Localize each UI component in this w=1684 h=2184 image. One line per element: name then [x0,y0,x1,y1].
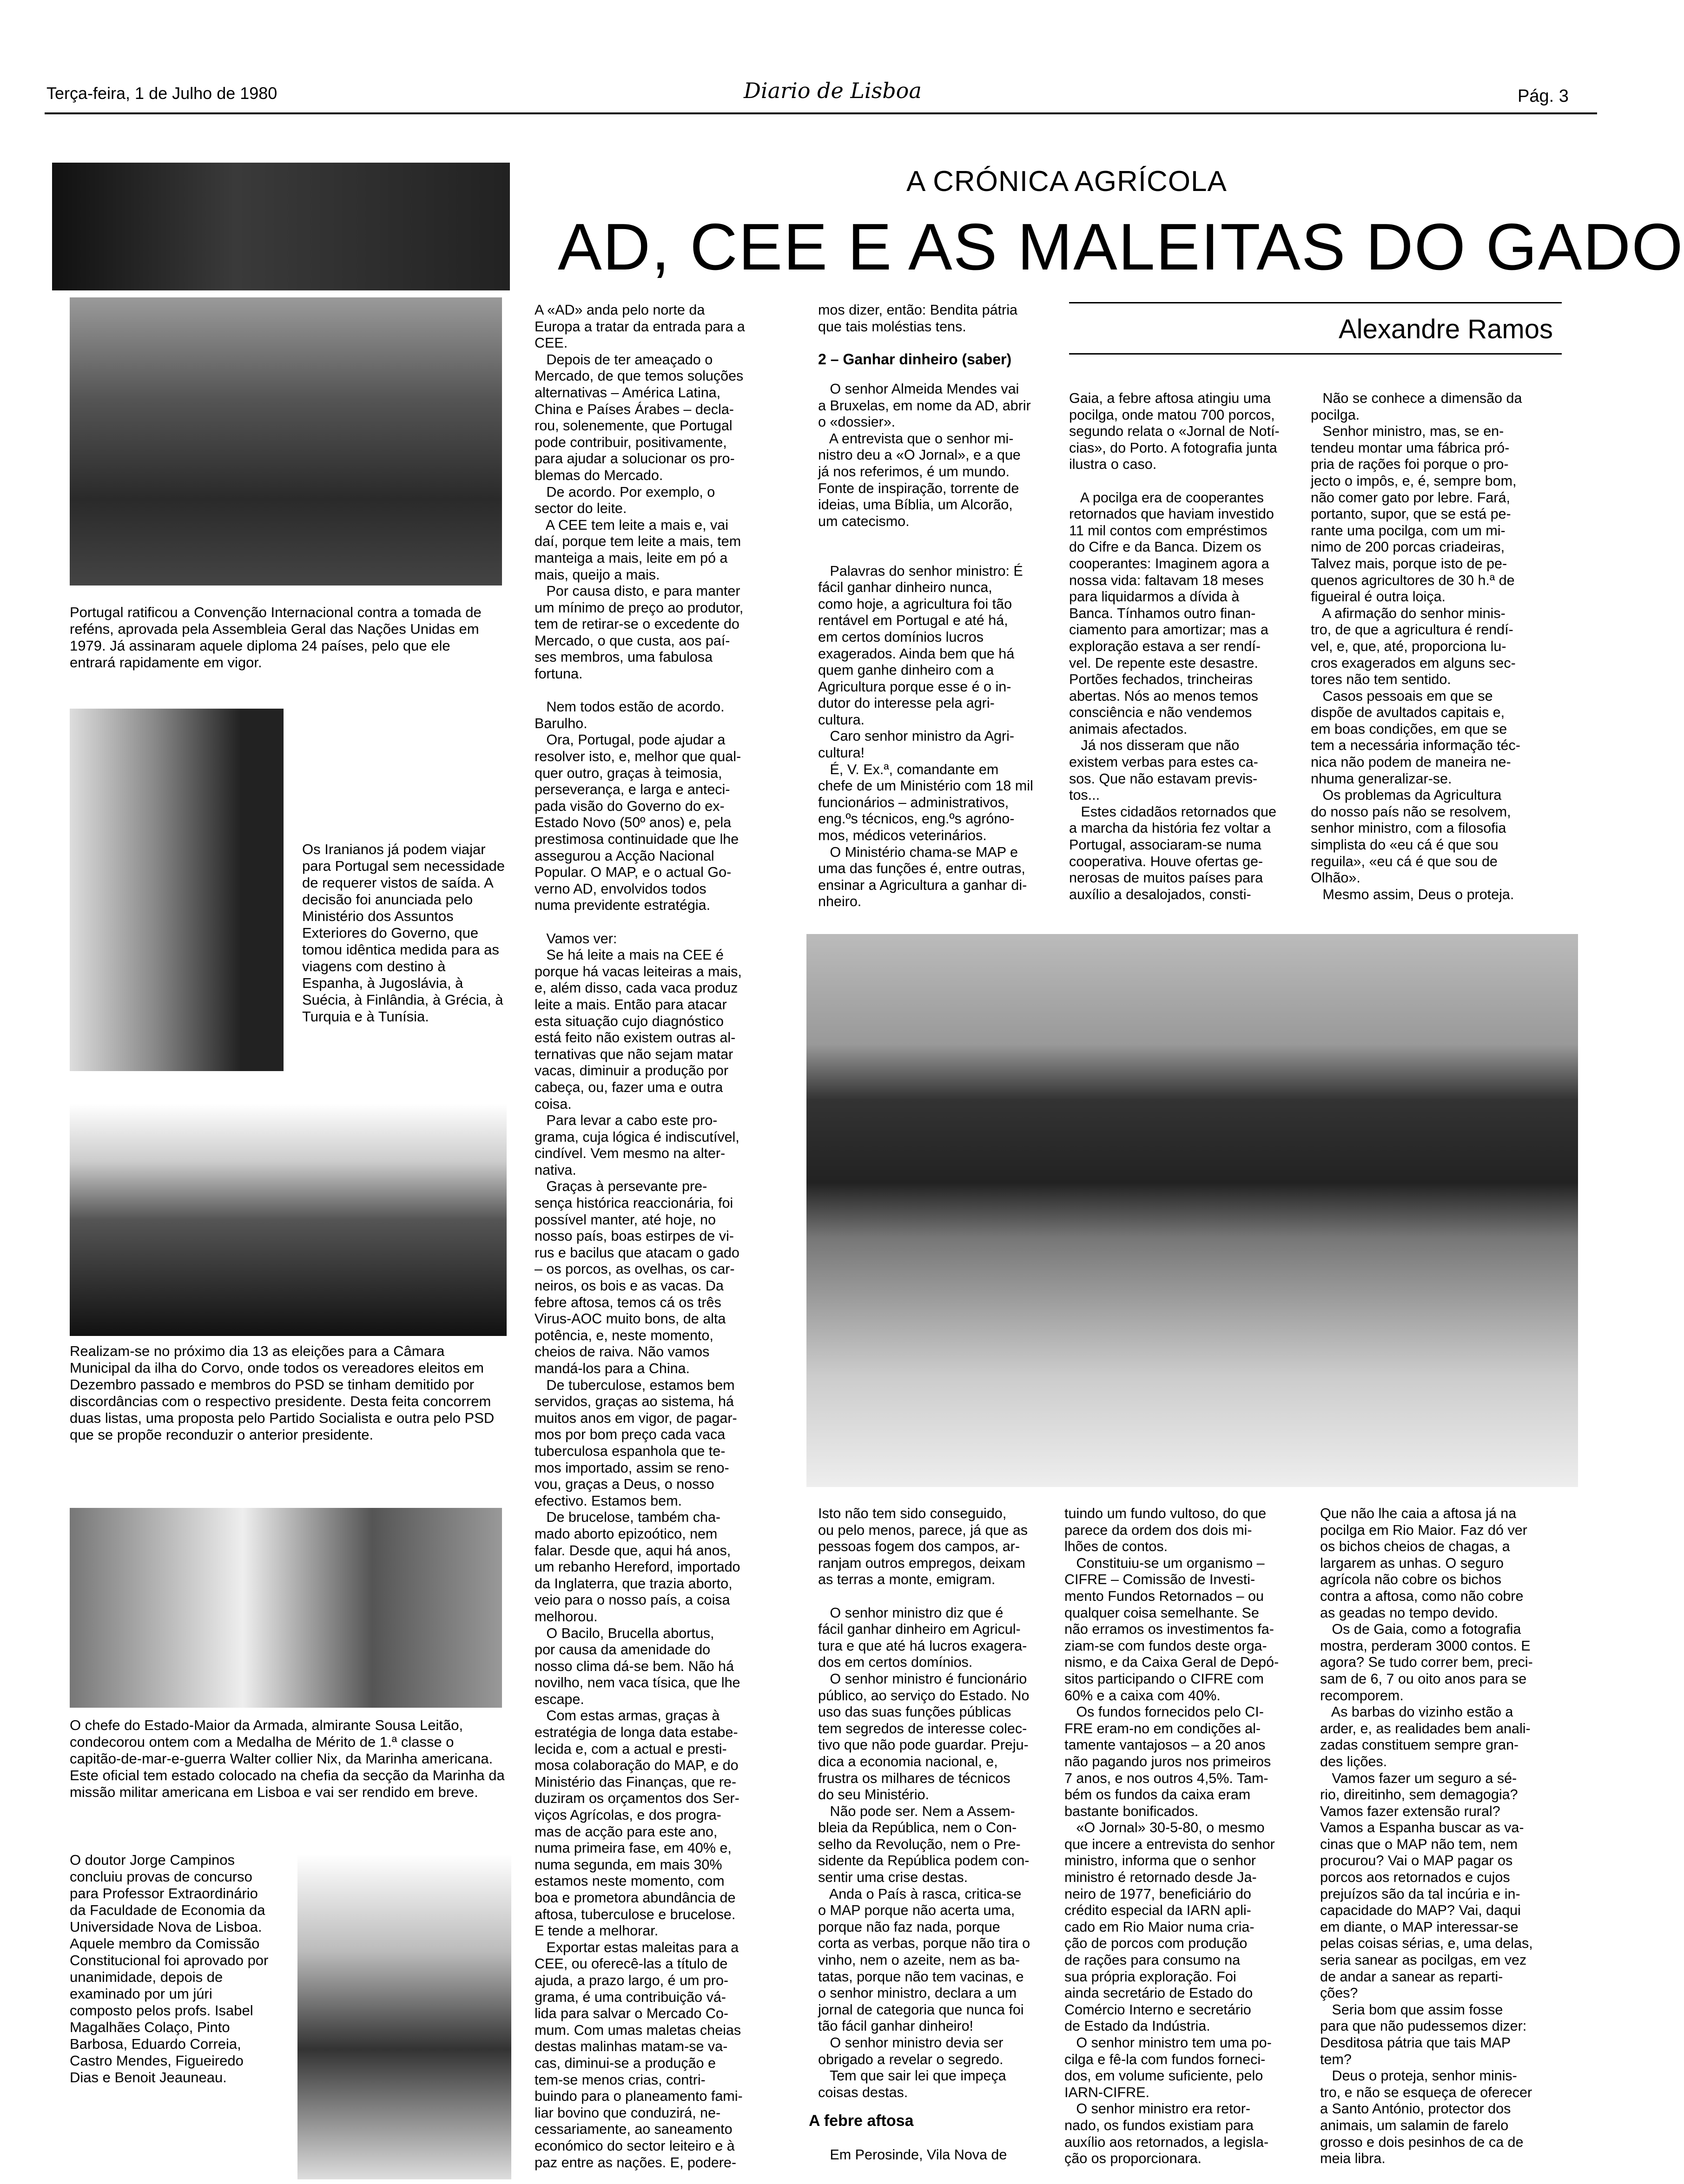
author-name: Alexandre Ramos [1339,314,1553,344]
section-title: A CRÓNICA AGRÍCOLA [906,165,1227,197]
headline: AD, CEE E AS MALEITAS DO GADO [558,210,1684,284]
article-col-4-lower: Que não lhe caia a aftosa já na pocilga em Rio Maior. Faz dó ver os bichos cheios de chagas, a largarem as unhas. O seguro agrícola não cobre os bichos contra a aftosa, como não cobre as geadas no tempo devido. Os de Gaia, como a fotografia mostra, perderam 3000 contos. E agora? Se tudo correr bem, preci- sam de 6, 7 ou oito anos para se recomporem. As barbas do vizinho estão a arder, e, as realidades bem anali- zadas constituem sempre gran- des lições. Vamos fazer um seguro a sé- rio, direitinho, sem demagogia? Vamos fazer extensão rural? Vamos a Espanha buscar as va- cinas que o MAP não tem, nem procurou? Vai o MAP pagar os porcos aos retornados e cujos prejuízos são da tal incúria e in- capacidade do MAP? Vai, daqui em diante, o MAP interessar-se pelas coisas sérias, e, uma delas, seria sanear as pocilgas, em vez de andar a sanear as reparti- ções? Seria bom que assim fosse para que não pudessemos dizer: Desditosa pátria que tais MAP tem? Deus o proteja, senhor minis- tro, e não se esqueça de oferecer a Santo António, protector dos animais, um salamin de farelo grosso e dois pesinhos de ca de meia libra. [1320,1506,1533,2167]
campinos-portrait [297,1854,511,2179]
banner-image [52,163,510,290]
page-number: Pág. 3 [1518,86,1569,106]
caption-hostages: Portugal ratificou a Convenção Internacional contra a tomada de reféns, aprovada pela Assembleia Geral das Nações Unidas em 1979. Já assinaram aquele diploma 24 países, pelo que ele entrará rapidamente em vigor. [70,604,482,671]
page-date: Terça-feira, 1 de Julho de 1980 [46,84,277,103]
un-assembly-photo [70,297,502,585]
author-rule [1069,302,1562,303]
article-col-1: A «AD» anda pelo norte da Europa a tratar da entrada para a CEE. Depois de ter ameaçado o Mercado, de que temos soluções alternativas – América Latina, China e Países Árabes – decla- rou, solenemente, que Portugal pode contribuir, positivamente, para ajudar a solucionar os pro- blemas do Mercado. De acordo. Por exemplo, o sector do leite. A CEE tem leite a mais e, vai daí, porque tem leite a mais, tem manteiga a mais, leite em pó a mais, queijo a mais. Por causa disto, e para manter um mínimo de preço ao produtor, tem de retirar-se o excedente do Mercado, o que custa, aos paí- ses membros, uma fabulosa fortuna. Nem todos estão de acordo. Barulho. Ora, Portugal, pode ajudar a resolver isto, e, melhor que qual- quer outro, graças à teimosia, perseverança, e larga e anteci- pada visão do Governo do ex- Estado Novo (50º anos) e, pela prestimosa continuidade que lhe assegurou a Acção Nacional Popular. O MAP, e o actual Go- verno AD, envolvidos todos numa previdente estratégia. Vamos ver: Se há leite a mais na CEE é porque há vacas leiteiras a mais, e, além disso, cada vaca produz leite a mais. Então para atacar esta situação cujo diagnóstico está feito não existem outras al- ternativas que não sejam matar vacas, diminuir a produção por cabeça, ou, fazer uma e outra coisa. Para levar a cabo este pro- grama, cuja lógica é indiscutível, cindível. Vem mesmo na alter- nativa. Graças à persevante pre- sença histórica reaccionária, foi possível manter, até hoje, no nosso país, boas estirpes de vi- rus e bacilus que atacam o gado – os porcos, as ovelhas, os car- neiros, os bois e as vacas. Da febre aftosa, temos cá os três Virus-AOC muito bons, de alta potência, e, neste momento, cheios de raiva. Não vamos mandá-los para a China. De tuberculose, estamos bem servidos, graças ao sistema, há muitos anos em vigor, de pagar- mos por bom preço cada vaca tuberculosa espanhola que te- mos importado, assim se reno- vou, graças a Deus, o nosso efectivo. Estamos bem. De brucelose, também cha- mado aborto epizoótico, nem falar. Desde que, aqui há anos, um rebanho Hereford, importado da Inglaterra, que trazia aborto, veio para o nosso país, a coisa melhorou. O Bacilo, Brucella abortus, por causa da amenidade do nosso clima dá-se bem. Não há novilho, nem vaca tísica, que lhe escape. Com estas armas, graças à estratégia de longa data estabe- lecida e, com a actual e presti- mosa colaboração do MAP, e do Ministério das Finanças, que re- duziram os orçamentos dos Ser- viços Agrícolas, e dos progra- mas de acção para este ano, numa primeira fase, em 40% e, numa segunda, em mais 30% estamos neste momento, com boa e prometora abundância de aftosa, tuberculose e brucelose. E tende a melhorar. Exportar estas maleitas para a CEE, ou oferecê-las a título de ajuda, a prazo largo, é um pro- grama, é uma contribuição vá- lida para salvar o Mercado Co- mum. Com umas maletas cheias destas malinhas matam-se va- cas, diminui-se a produção e tem-se menos crias, contri- buindo para o planeamento fami- liar bovino que conduzirá, ne- cessariamente, ao saneamento económico do sector leiteiro e à paz entre as nações. E, podere- [535,302,745,2171]
article-col-2: O senhor Almeida Mendes vai a Bruxelas, em nome da AD, abrir o «dossier». A entrevista que o senhor mi- nistro deu a «O Jornal», e a que já nos referimos, é um mundo. Fonte de inspiração, torrente de ideias, uma Bíblia, um Alcorão, um catecismo. Palavras do senhor ministro: É fácil ganhar dinheiro nunca, como hoje, a agricultura foi tão rentável em Portugal e até há, em certos domínios lucros exagerados. Ainda bem que há quem ganhe dinheiro com a Agricultura porque esse é o in- dutor do interesse pela agri- cultura. Caro senhor ministro da Agri- cultura! É, V. Ex.ª, comandante em chefe de um Ministério com 18 mil funcionários – administrativos, eng.ºs técnicos, eng.ºs agróno- mos, médicos veterinários. O Ministério chama-se MAP e uma das funções é, entre outras, ensinar a Agricultura a ganhar di- nheiro. [818,381,1033,910]
header-rule [45,112,1597,114]
article-col-3-lower: tuindo um fundo vultoso, do que parece da ordem dos dois mi- lhões de contos. Constituiu-se um organismo – CIFRE – Comissão de Investi- mento Fundos Retornados – ou qualquer coisa semelhante. Se não erramos os investimentos fa- ziam-se com fundos deste orga- nismo, e da Caixa Geral de Depó- sitos participando o CIFRE com 60% e a caixa com 40%. Os fundos fornecidos pelo CI- FRE eram-no em condições al- tamente vantajosos – a 20 anos não pagando juros nos primeiros 7 anos, e nos outros 4,5%. Tam- bém os fundos da caixa eram bastante bonificados. «O Jornal» 30-5-80, o mesmo que incere a entrevista do senhor ministro, informa que o senhor ministro é retornado desde Ja- neiro de 1977, beneficiário do crédito especial da IARN apli- cado em Rio Maior numa cria- ção de porcos com produção de rações para consumo na sua própria exploração. Foi ainda secretário de Estado do Comércio Interno e secretário de Estado da Indústria. O senhor ministro tem uma po- cilga e fê-la com fundos forneci- dos, em volume suficiente, pelo IARN-CIFRE. O senhor ministro era retor- nado, os fundos existiam para auxílio aos retornados, a legisla- ção os proporcionara. [1064,1506,1279,2167]
article-col-2-end: Em Perosinde, Vila Nova de [818,2147,1007,2163]
subhead-ganhar-dinheiro: 2 – Ganhar dinheiro (saber) [818,351,1012,368]
article-col-2-lower: Isto não tem sido conseguido, ou pelo menos, parece, já que as pessoas fogem dos campos, ar- ranjam outros empregos, deixam as terras a monte, emigram. O senhor ministro diz que é fácil ganhar dinheiro em Agricul- tura e que até há lucros exagera- dos em certos domínios. O senhor ministro é funcionário público, ao serviço do Estado. No uso das suas funções públicas tem segredos de interesse colec- tivo que não pode guardar. Preju- dica a economia nacional, e, frustra os milhares de técnicos do seu Ministério. Não pode ser. Nem a Assem- bleia da República, nem o Con- selho da Revolução, nem o Pre- sidente da República podem con- sentir uma crise destas. Anda o País à rasca, critica-se o MAP porque não acerta uma, porque não faz nada, porque corta as verbas, porque não tira o vinho, nem o azeite, nem as ba- tatas, porque não tem vacinas, e o senhor ministro, declara a um jornal de categoria que nunca foi tão fácil ganhar dinheiro! O senhor ministro devia ser obrigado a revelar o segredo. Tem que sair lei que impeça coisas destas. [818,1506,1030,2100]
author-rule-bottom [1069,353,1562,355]
iran-photo [70,709,284,1071]
caption-iranians: Os Iranianos já podem viajar para Portugal sem necessidade de requerer vistos de saída. A decisão foi anunciada pelo Ministério dos Assuntos Exteriores do Governo, que tomou idêntica medida para as viagens com destino à Espanha, à Jugoslávia, à Suécia, à Finlândia, à Grécia, à Turquia e à Tunísia. [302,841,505,1025]
article-col-2-intro: mos dizer, então: Bendita pátria que tais moléstias tens. [818,302,1017,335]
caption-navy: O chefe do Estado-Maior da Armada, almirante Sousa Leitão, condecorou ontem com a Medalha de Mérito de 1.ª classe o capitão-de-mar-e-guerra Walter collier Nix, da Marinha americana. Este oficial tem estado colocado na chefia da secção da Marinha da missão militar americana em Lisboa e vai ser rendido em breve. [70,1717,505,1800]
article-col-4: Não se conhece a dimensão da pocilga. Senhor ministro, mas, se en- tendeu montar uma fábrica pró- pria de rações foi porque o pro- jecto o impôs, e, é, sempre bom, não comer gato por lebre. Fará, portanto, supor, que se está pe- rante uma pocilga, com um mi- nimo de 200 porcas criadeiras, Talvez mais, porque isto de pe- quenos agricultores de 30 h.ª de figueiral é outra loiça. A afirmação do senhor minis- tro, de que a agricultura é rendí- vel, e, que, até, proporciona lu- cros exagerados em alguns sec- tores não tem sentido. Casos pessoais em que se dispõe de avultados capitais e, em boas condições, em que se tem a necessária informação téc- nica não podem de maneira ne- nhuma generalizar-se. Os problemas da Agricultura do nosso país não se resolvem, senhor ministro, com a filosofia simplista do «eu cá é que sou reguila», «eu cá é que sou de Olhão». Mesmo assim, Deus o proteja. [1311,390,1522,902]
corvo-island-photo [70,1104,507,1336]
pig-farm-trench-photo [806,934,1578,1487]
article-col-3: Gaia, a febre aftosa atingiu uma pocilga, onde matou 700 porcos, segundo relata o «Jornal de Notí- cias», do Porto. A fotografia junta ilustra o caso. A pocilga era de cooperantes retornados que haviam investido 11 mil contos com empréstimos do Cifre e da Banca. Dizem os cooperantes: Imaginem agora a nossa vida: faltavam 18 meses para liquidarmos a dívida à Banca. Tínhamos outro finan- ciamento para amortizar; mas a exploração estava a ser rendí- vel. De repente este desastre. Portões fechados, trincheiras abertas. Nós ao menos temos consciência e não vendemos animais afectados. Já nos disseram que não existem verbas para estes ca- sos. Que não estavam previs- tos... Estes cidadãos retornados que a marcha da história fez voltar a Portugal, associaram-se numa cooperativa. Houve ofertas ge- nerosas de muitos países para auxílio a desalojados, consti- [1069,390,1280,902]
navy-decoration-photo [70,1508,502,1708]
masthead: Diario de Lisboa [744,78,922,103]
subhead-febre-aftosa: A febre aftosa [809,2112,914,2130]
caption-corvo: Realizam-se no próximo dia 13 as eleições para a Câmara Municipal da ilha do Corvo, onde todos os vereadores eleitos em Dezembro passado e membros do PSD se tinham demitido por discordâncias com o respectivo presidente. Desta feita concorrem duas listas, uma proposta pelo Partido Socialista e outra pelo PSD que se propõe reconduzir o anterior presidente. [70,1343,495,1443]
caption-campinos: O doutor Jorge Campinos concluiu provas de concurso para Professor Extraordinário da Faculdade de Economia da Universidade Nova de Lisboa. Aquele membro da Comissão Constitucional foi aprovado por unanimidade, depois de examinado por um júri composto pelos profs. Isabel Magalhães Colaço, Pinto Barbosa, Eduardo Correia, Castro Mendes, Figueiredo Dias e Benoit Jeauneau. [70,1852,269,2085]
